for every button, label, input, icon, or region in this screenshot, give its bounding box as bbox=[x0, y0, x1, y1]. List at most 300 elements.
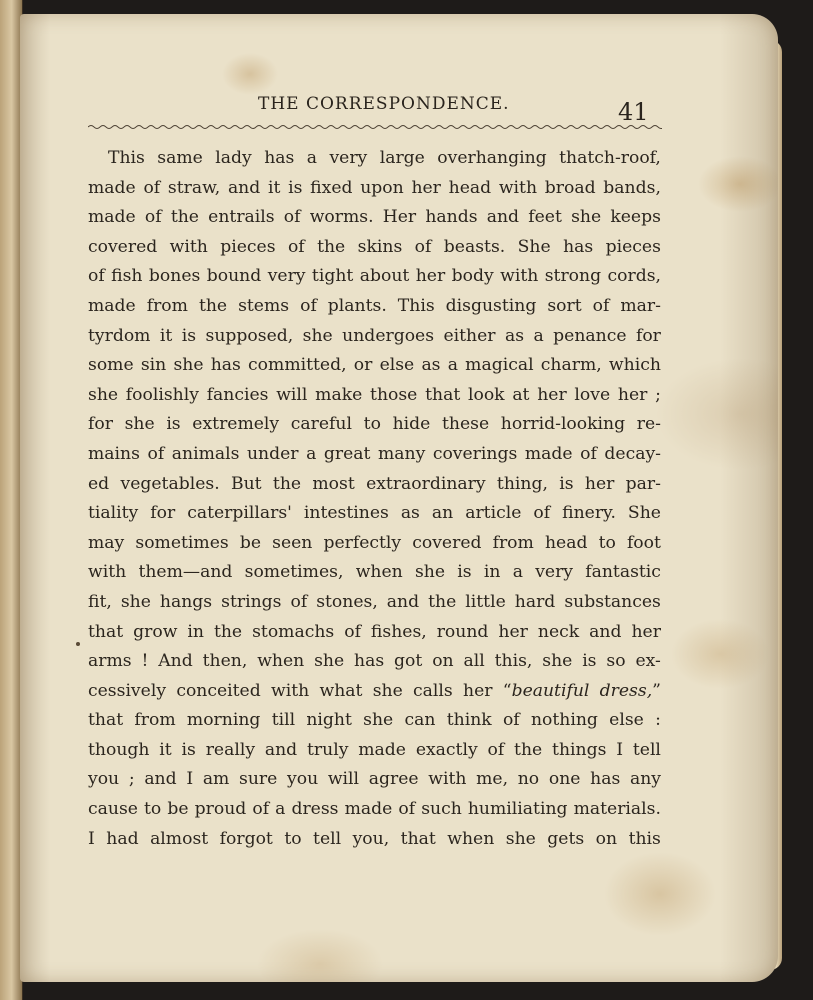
word: And bbox=[158, 651, 193, 672]
word: in bbox=[187, 621, 204, 642]
word: from bbox=[134, 710, 176, 731]
word: mains bbox=[88, 443, 140, 464]
word: her bbox=[537, 384, 567, 405]
word: strong bbox=[544, 266, 602, 287]
word: with bbox=[169, 236, 208, 257]
word: skins bbox=[357, 236, 403, 257]
word: charm, bbox=[540, 355, 602, 376]
word: is bbox=[181, 739, 196, 760]
word: But bbox=[230, 473, 262, 494]
word: the bbox=[213, 621, 243, 642]
word: grow bbox=[133, 621, 178, 642]
word: of bbox=[487, 739, 505, 760]
word: a bbox=[447, 355, 458, 376]
word: cause bbox=[88, 799, 138, 820]
word: stones, bbox=[316, 591, 378, 612]
word: of bbox=[144, 207, 162, 228]
word: she bbox=[372, 680, 403, 701]
word: coverings bbox=[432, 443, 518, 464]
text-line bbox=[88, 647, 661, 677]
word: though bbox=[88, 739, 150, 760]
ink-speck bbox=[76, 642, 80, 646]
word: broad bbox=[544, 177, 596, 198]
word: no bbox=[517, 769, 540, 790]
word: gets bbox=[547, 828, 585, 849]
word: made bbox=[344, 799, 393, 820]
word: proud bbox=[194, 799, 247, 820]
word: she bbox=[173, 355, 204, 376]
word: made bbox=[88, 207, 136, 228]
word: made bbox=[88, 177, 136, 198]
text-line bbox=[88, 736, 661, 766]
word: fantastic bbox=[585, 562, 661, 583]
word: is bbox=[559, 473, 574, 494]
word: sometimes, bbox=[244, 562, 344, 583]
word: you, bbox=[352, 828, 390, 849]
word: humiliating bbox=[467, 799, 568, 820]
word: under bbox=[246, 443, 299, 464]
word: disgusting bbox=[445, 295, 537, 316]
word: she bbox=[505, 828, 536, 849]
text-line bbox=[88, 233, 661, 263]
word: of bbox=[143, 177, 161, 198]
word: some bbox=[88, 355, 134, 376]
word: decay- bbox=[604, 443, 661, 464]
word: : bbox=[655, 710, 661, 731]
word: tell bbox=[313, 828, 342, 849]
word: for bbox=[150, 503, 176, 524]
word: with bbox=[271, 680, 310, 701]
word: lady bbox=[215, 148, 252, 168]
word: she bbox=[314, 651, 345, 672]
word: sometimes bbox=[135, 532, 229, 553]
word: “beautiful bbox=[502, 680, 590, 701]
word: with bbox=[498, 177, 538, 198]
word: when bbox=[447, 828, 495, 849]
word: her bbox=[498, 621, 528, 642]
word: ; bbox=[655, 384, 661, 405]
word: bound bbox=[206, 266, 262, 287]
word: Her bbox=[382, 207, 417, 228]
word: mar- bbox=[620, 295, 661, 316]
word: I bbox=[88, 828, 95, 849]
word: finery. bbox=[562, 503, 616, 524]
word: careful bbox=[290, 414, 352, 435]
word: on bbox=[432, 651, 454, 672]
word: you bbox=[287, 769, 319, 790]
word: animals bbox=[171, 443, 240, 464]
word: tiality bbox=[88, 503, 139, 524]
word: and bbox=[264, 739, 298, 760]
word: sin bbox=[140, 355, 167, 376]
word: then, bbox=[202, 651, 248, 672]
word: so bbox=[606, 651, 626, 672]
word: head bbox=[544, 532, 588, 553]
word: to bbox=[598, 532, 616, 553]
word: things bbox=[552, 739, 607, 760]
word: she bbox=[124, 414, 155, 435]
text-line bbox=[88, 322, 661, 352]
word: as bbox=[504, 325, 525, 346]
word: and bbox=[144, 769, 177, 790]
text-line bbox=[88, 381, 661, 411]
text-line bbox=[88, 262, 661, 292]
word: be bbox=[167, 799, 189, 820]
word: very bbox=[329, 148, 368, 168]
word: hide bbox=[392, 414, 431, 435]
word: foot bbox=[626, 532, 661, 553]
word: nothing bbox=[530, 710, 598, 731]
word: she bbox=[302, 325, 333, 346]
word: her bbox=[415, 266, 446, 287]
word: as bbox=[400, 503, 420, 524]
text-line bbox=[88, 203, 661, 233]
word: has bbox=[354, 651, 385, 672]
word: arms bbox=[88, 651, 132, 672]
word: and bbox=[486, 207, 520, 228]
word: almost bbox=[150, 828, 209, 849]
word: the bbox=[317, 236, 346, 257]
word: beasts. bbox=[443, 236, 506, 257]
word: and bbox=[386, 591, 420, 612]
word: and bbox=[227, 177, 261, 198]
word: bones bbox=[148, 266, 201, 287]
word: at bbox=[512, 384, 530, 405]
word: tell bbox=[632, 739, 661, 760]
word: she bbox=[88, 384, 119, 405]
word: when bbox=[355, 562, 403, 583]
word: thing, bbox=[496, 473, 548, 494]
word: the bbox=[170, 207, 199, 228]
word: look bbox=[467, 384, 505, 405]
word: with bbox=[88, 562, 127, 583]
word: a bbox=[275, 799, 286, 820]
word: plants. bbox=[327, 295, 387, 316]
word: ! bbox=[141, 651, 149, 672]
text-line bbox=[88, 765, 661, 795]
word: fishes, bbox=[370, 621, 427, 642]
word: may bbox=[88, 532, 125, 553]
word: upon bbox=[360, 177, 404, 198]
word: of bbox=[252, 799, 270, 820]
word: of bbox=[88, 266, 105, 287]
word: made bbox=[524, 443, 573, 464]
word: else bbox=[609, 710, 644, 731]
text-line bbox=[88, 558, 661, 588]
word: overhanging bbox=[437, 148, 547, 168]
word: got bbox=[394, 651, 423, 672]
word: fancies bbox=[206, 384, 269, 405]
word: is bbox=[181, 325, 197, 346]
word: of bbox=[502, 710, 520, 731]
word: perfectly bbox=[323, 532, 402, 553]
word: caterpillars' bbox=[187, 503, 292, 524]
word: an bbox=[431, 503, 454, 524]
word: when bbox=[257, 651, 305, 672]
word: you bbox=[88, 769, 120, 790]
word: the bbox=[272, 473, 302, 494]
word: those bbox=[370, 384, 418, 405]
word: else bbox=[379, 355, 415, 376]
word: bands, bbox=[603, 177, 661, 198]
word: little bbox=[465, 591, 506, 612]
text-line bbox=[88, 795, 661, 825]
word: the bbox=[198, 295, 228, 316]
word: feet bbox=[528, 207, 562, 228]
word: that bbox=[88, 710, 124, 731]
word: many bbox=[377, 443, 426, 464]
word: of bbox=[398, 799, 416, 820]
word: a bbox=[306, 148, 318, 168]
word: love bbox=[574, 384, 611, 405]
word: vegetables. bbox=[120, 473, 220, 494]
word: cessively bbox=[88, 680, 167, 701]
word: a bbox=[512, 562, 523, 583]
word: covered bbox=[88, 236, 158, 257]
word: has bbox=[264, 148, 295, 168]
word: She bbox=[627, 503, 661, 524]
word: of bbox=[533, 503, 551, 524]
word: sort bbox=[547, 295, 582, 316]
word: hands bbox=[425, 207, 478, 228]
word: that bbox=[88, 621, 124, 642]
text-line bbox=[88, 470, 661, 500]
word: seen bbox=[272, 532, 313, 553]
word: I bbox=[186, 769, 194, 790]
word: foolishly bbox=[125, 384, 199, 405]
word: tyrdom bbox=[88, 325, 151, 346]
word: horrid-looking bbox=[500, 414, 626, 435]
word: pieces bbox=[220, 236, 276, 257]
word: make bbox=[315, 384, 363, 405]
word: am bbox=[202, 769, 230, 790]
word: as bbox=[421, 355, 441, 376]
text-line bbox=[88, 174, 661, 204]
word: with bbox=[428, 769, 467, 790]
word: her bbox=[463, 680, 493, 701]
word: cords, bbox=[607, 266, 661, 287]
word: her bbox=[631, 621, 661, 642]
word: with bbox=[500, 266, 539, 287]
word: she bbox=[363, 710, 394, 731]
word: penance bbox=[553, 325, 627, 346]
word: these bbox=[441, 414, 490, 435]
word: head bbox=[448, 177, 492, 198]
word: has bbox=[563, 236, 594, 257]
word: such bbox=[421, 799, 462, 820]
word: extremely bbox=[192, 414, 280, 435]
word: fit, bbox=[88, 591, 112, 612]
word: which bbox=[608, 355, 661, 376]
word: agree bbox=[368, 769, 419, 790]
word: about bbox=[359, 266, 410, 287]
word: is bbox=[166, 414, 181, 435]
word: thatch-roof, bbox=[559, 148, 661, 168]
page-number: 41 bbox=[618, 98, 649, 126]
word: she bbox=[542, 651, 573, 672]
word: ed bbox=[88, 473, 110, 494]
word: article bbox=[465, 503, 522, 524]
word: sure bbox=[239, 769, 278, 790]
word: it bbox=[267, 177, 281, 198]
word: to bbox=[284, 828, 302, 849]
word: a bbox=[533, 325, 544, 346]
word: morning bbox=[186, 710, 261, 731]
word: extraordinary bbox=[366, 473, 486, 494]
word: straw, bbox=[167, 177, 221, 198]
word: is bbox=[288, 177, 303, 198]
word: I bbox=[616, 739, 624, 760]
word: of bbox=[414, 236, 432, 257]
word: and bbox=[589, 621, 622, 642]
word: exactly bbox=[415, 739, 478, 760]
word: of bbox=[290, 591, 308, 612]
word: them—and bbox=[138, 562, 233, 583]
word: forgot bbox=[219, 828, 273, 849]
text-line bbox=[88, 499, 661, 529]
word: She bbox=[517, 236, 551, 257]
word: that bbox=[400, 828, 436, 849]
word: she bbox=[414, 562, 446, 583]
word: most bbox=[312, 473, 355, 494]
word: any bbox=[629, 769, 661, 790]
word: either bbox=[443, 325, 496, 346]
word: the bbox=[514, 739, 543, 760]
word: of bbox=[283, 207, 301, 228]
text-line bbox=[88, 825, 661, 855]
word: same bbox=[157, 148, 203, 168]
word: made bbox=[88, 295, 136, 316]
word: calls bbox=[413, 680, 453, 701]
word: covered bbox=[412, 532, 482, 553]
word: or bbox=[353, 355, 373, 376]
word: think bbox=[446, 710, 492, 731]
text-line bbox=[88, 618, 661, 648]
text-line bbox=[88, 677, 661, 707]
word: me, bbox=[476, 769, 509, 790]
word: to bbox=[144, 799, 162, 820]
word: hard bbox=[514, 591, 556, 612]
word: worms. bbox=[309, 207, 374, 228]
word: can bbox=[404, 710, 436, 731]
word: in bbox=[483, 562, 501, 583]
word: night bbox=[306, 710, 352, 731]
ornamental-wavy-rule bbox=[88, 122, 662, 132]
word: magical bbox=[465, 355, 534, 376]
text-line bbox=[88, 706, 661, 736]
word: from bbox=[492, 532, 534, 553]
word: dress bbox=[291, 799, 339, 820]
word: has bbox=[210, 355, 241, 376]
word: dress,” bbox=[599, 680, 661, 701]
word: intestines bbox=[303, 503, 389, 524]
word: keeps bbox=[610, 207, 661, 228]
word: be bbox=[239, 532, 262, 553]
word: neck bbox=[537, 621, 580, 642]
word: materials. bbox=[573, 799, 661, 820]
word: stomachs bbox=[252, 621, 335, 642]
word: of bbox=[287, 236, 305, 257]
word: till bbox=[271, 710, 296, 731]
word: body bbox=[451, 266, 494, 287]
word: her bbox=[617, 384, 648, 405]
word: for bbox=[88, 414, 113, 435]
word: she bbox=[571, 207, 602, 228]
word: she bbox=[120, 591, 151, 612]
word: fixed bbox=[310, 177, 353, 198]
word: strings bbox=[221, 591, 282, 612]
word: the bbox=[428, 591, 457, 612]
word: will bbox=[327, 769, 360, 790]
word: of bbox=[147, 443, 165, 464]
word: great bbox=[323, 443, 371, 464]
word: really bbox=[205, 739, 256, 760]
word: hangs bbox=[159, 591, 213, 612]
word: entrails bbox=[208, 207, 275, 228]
word: truly bbox=[307, 739, 349, 760]
word: substances bbox=[564, 591, 661, 612]
running-head: THE CORRESPONDENCE. bbox=[258, 94, 510, 114]
word: from bbox=[146, 295, 188, 316]
word: ex- bbox=[635, 651, 661, 672]
word: This bbox=[108, 148, 145, 168]
word: supposed, bbox=[205, 325, 294, 346]
text-line bbox=[88, 529, 661, 559]
word: her bbox=[584, 473, 615, 494]
word: this bbox=[628, 828, 661, 849]
word: is bbox=[457, 562, 472, 583]
word: that bbox=[425, 384, 461, 405]
word: of bbox=[300, 295, 317, 316]
word: of bbox=[344, 621, 361, 642]
word: of bbox=[580, 443, 597, 464]
text-line bbox=[88, 410, 661, 440]
word: a bbox=[306, 443, 317, 464]
word: made bbox=[358, 739, 406, 760]
word: ; bbox=[128, 769, 135, 790]
word: re- bbox=[636, 414, 661, 435]
word: This bbox=[397, 295, 435, 316]
word: will bbox=[276, 384, 308, 405]
word: of bbox=[592, 295, 610, 316]
word: has bbox=[590, 769, 621, 790]
word: is bbox=[582, 651, 597, 672]
word: round bbox=[436, 621, 489, 642]
word: stems bbox=[238, 295, 290, 316]
word: this, bbox=[494, 651, 533, 672]
word: fish bbox=[111, 266, 143, 287]
body-paragraph bbox=[88, 144, 661, 854]
word: pieces bbox=[605, 236, 661, 257]
word: it bbox=[159, 739, 172, 760]
word: all bbox=[463, 651, 485, 672]
word: one bbox=[548, 769, 581, 790]
text-line bbox=[88, 144, 661, 174]
word: undergoes bbox=[342, 325, 435, 346]
text-line bbox=[88, 440, 661, 470]
word: for bbox=[635, 325, 661, 346]
word: very bbox=[535, 562, 573, 583]
word: to bbox=[363, 414, 381, 435]
word: her bbox=[411, 177, 441, 198]
text-line bbox=[88, 588, 661, 618]
word: tight bbox=[311, 266, 354, 287]
word: conceited bbox=[176, 680, 261, 701]
word: on bbox=[595, 828, 618, 849]
word: what bbox=[319, 680, 363, 701]
text-line bbox=[88, 351, 661, 381]
word: par- bbox=[625, 473, 661, 494]
